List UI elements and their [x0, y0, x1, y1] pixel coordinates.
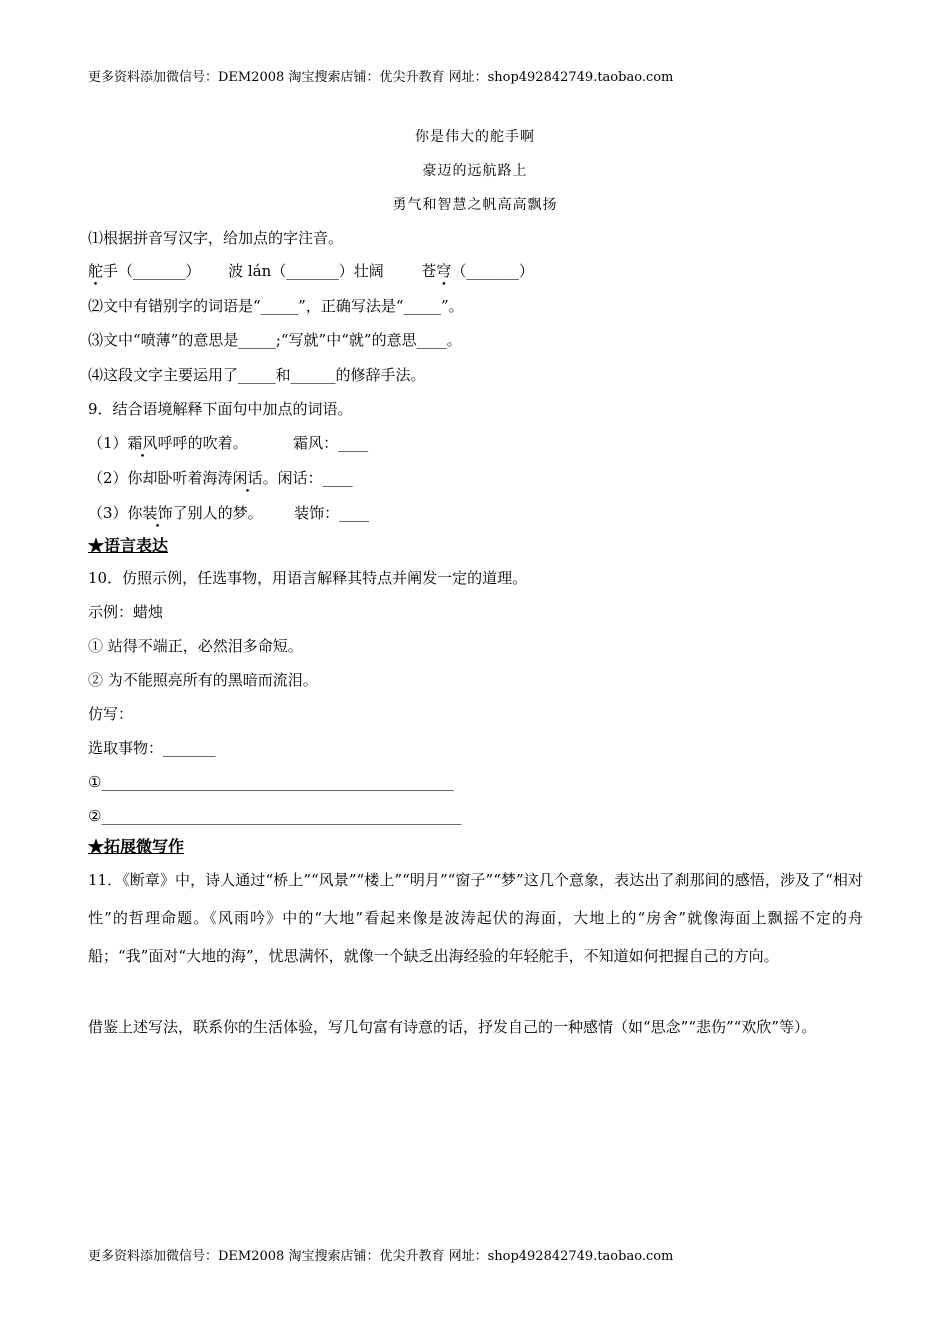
q11-task: 借鉴上述写法，联系你的生活体验，写几句富有诗意的话，抒发自己的一种感情（如“思念”“悲伤”“欢欣”等）。 [88, 1018, 817, 1036]
q10-imitate-label: 仿写： [88, 705, 134, 723]
q10-answer-line-1: ①_______________________________________________ [88, 773, 454, 791]
q9-item-2-pre: （2）你却卧听着海涛 [88, 469, 233, 487]
q9-item-3-answer: 装饰：____ [294, 504, 370, 522]
q9-item-1-answer: 霜风：____ [293, 434, 369, 452]
q8-dotted-char-1: 舵 [88, 262, 104, 280]
poem-line-1: 你是伟大的舵手啊 [415, 129, 535, 145]
q9-item-1-rest: 呼呼的吹着。 [157, 434, 248, 452]
poem-line-3: 勇气和智慧之帆高高飘扬 [392, 197, 558, 213]
q10-answer-line-2: ②________________________________________________ [88, 807, 462, 825]
q8-word-3-rest: （_______） [451, 262, 534, 280]
q8-part-4: ⑷这段文字主要运用了_____和______的修辞手法。 [88, 366, 426, 384]
q8-word-3-pre: 苍 [421, 262, 437, 280]
q10-example-2: ② 为不能照亮所有的黑暗而流泪。 [88, 671, 318, 689]
footer-note: 更多资料添加微信号：DEM2008 淘宝搜索店铺：优尖升教育 网址：shop492842749.taobao.com [88, 1249, 674, 1264]
q9-item-3-rest: 了别人的梦。 [172, 504, 263, 522]
q9-item-2 [88, 468, 353, 488]
q9-item-1-dotted: 霜风 [127, 434, 158, 452]
q10-choose-object: 选取事物：_______ [88, 739, 216, 757]
section-language-expression: ★语言表达 [88, 536, 169, 555]
q9-item-1 [88, 433, 368, 453]
header-note: 更多资料添加微信号：DEM2008 淘宝搜索店铺：优尖升教育 网址：shop492842749.taobao.com [88, 70, 674, 85]
q9-item-2-dotted: 闲话 [232, 469, 263, 487]
q10-example-1: ① 站得不端正，必然泪多命短。 [88, 637, 303, 655]
q8-word-2: 波 lán（_______）壮阔 [228, 262, 384, 280]
q9-item-2-answer: 闲话：____ [277, 469, 353, 487]
q8-part-1: ⑴根据拼音写汉字，给加点的字注音。 [88, 229, 344, 247]
q10-title: 10．仿照示例，任选事物，用语言解释其特点并阐发一定的道理。 [88, 569, 528, 587]
q8-words-row [88, 261, 534, 281]
q8-part-3: ⑶文中“喷薄”的意思是_____;“写就”中“就”的意思____。 [88, 331, 462, 349]
q9-item-1-num: （1） [88, 434, 128, 452]
q9-item-3 [88, 503, 369, 523]
q8-part-2: ⑵文中有错别字的词语是“_____”，正确写法是“_____”。 [88, 297, 464, 315]
q11-paragraph: 11．《断章》中，诗人通过“桥上”“风景”“楼上”“明月”“窗子”“梦”这几个意象，表达出了刹那间的感悟，涉及了“相对性”的哲理命题。《风雨吟》中的“大地”看起来像是波涛起伏的海面，大地上的“房舍”就像海面上飘摇不定的舟船；“我”面对“大地的海”，忧思满怀，就像一个缺乏出海经验的年轻舵手，不知道如何把握自己的方向。 [88, 871, 863, 965]
q9-item-3-dotted: 装饰 [142, 504, 173, 522]
q8-dotted-char-2: 穹 [436, 262, 452, 280]
poem-line-2: 豪迈的远航路上 [422, 163, 528, 179]
q9-item-2-rest: 。 [262, 469, 278, 487]
q10-example: 示例：蜡烛 [88, 603, 164, 621]
section-micro-writing: ★拓展微写作 [88, 837, 185, 856]
q8-word-1-rest: 手（_______） [103, 262, 201, 280]
q9-item-3-pre: （3）你 [88, 504, 143, 522]
q9-title: 9．结合语境解释下面句中加点的词语。 [88, 400, 353, 418]
